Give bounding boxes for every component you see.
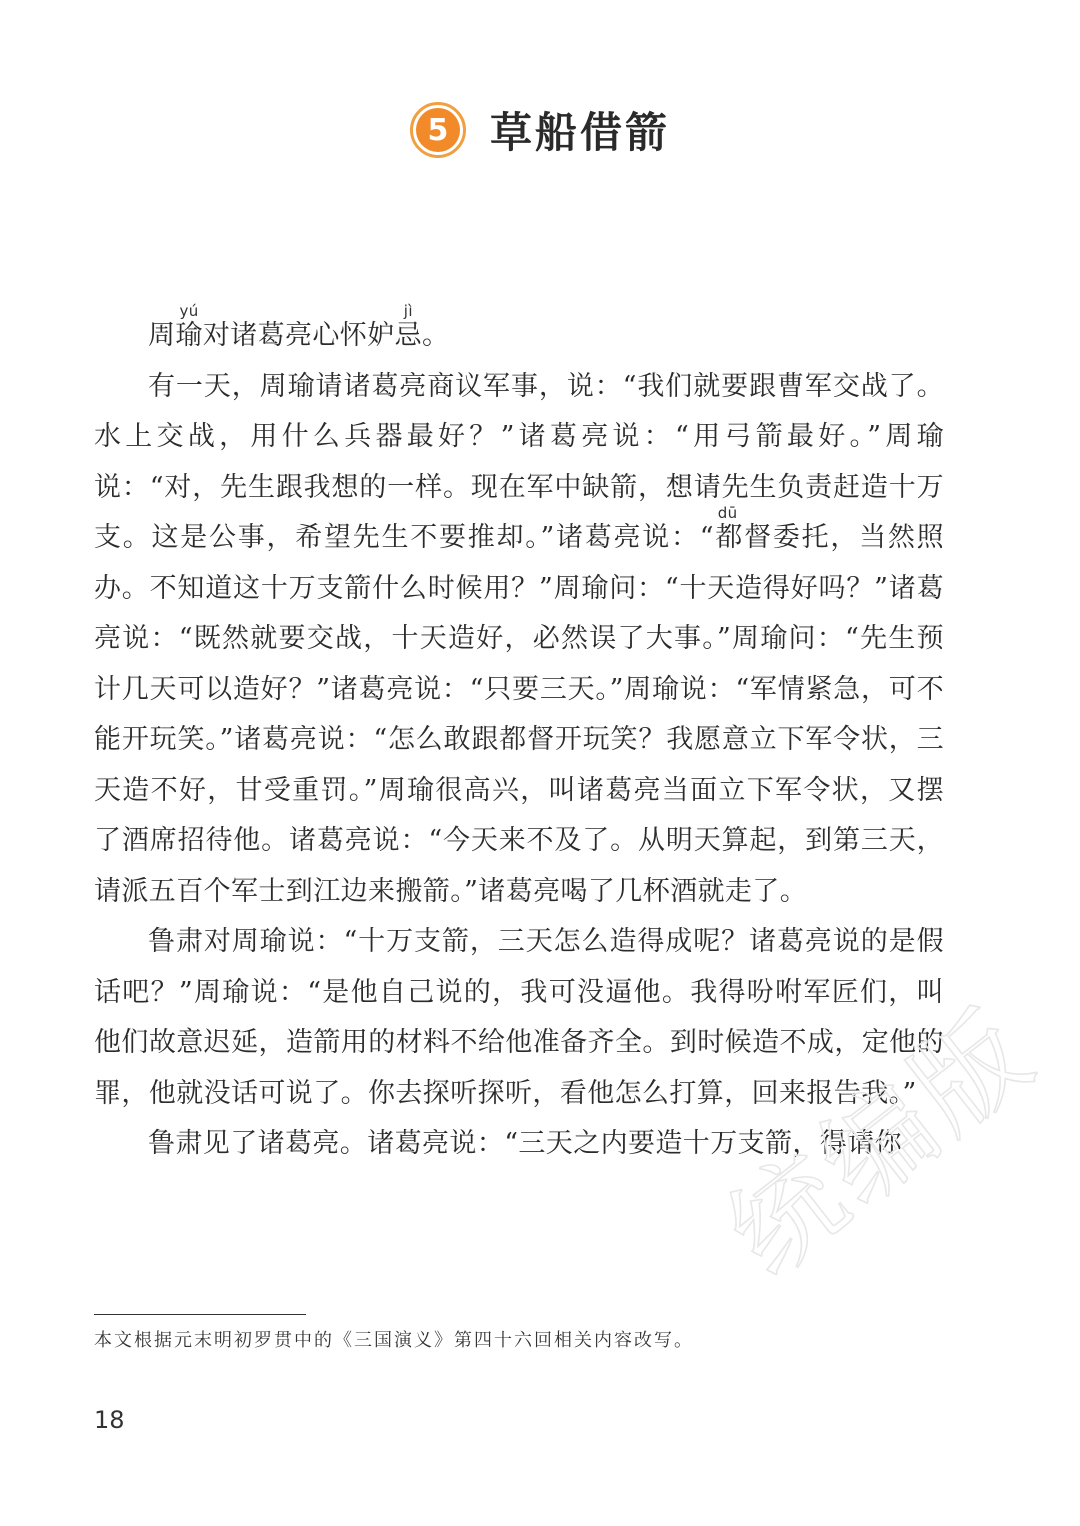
text-segment: 督委托，当然照办。不知道这十万支箭什么时候用？”周瑜问：“十天造得好吗？”诸葛亮说：“既然就要交战，十天造好，必然误了大事。”周瑜问：“先生预计几天可以造好？”诸葛亮说：“只要三天。”周瑜说：“军情紧急，可不能开玩笑。”诸葛亮说：“怎么敢跟都督开玩笑？我愿意立下军令状，三天造不好，甘受重罚。”周瑜很高兴，叫诸葛亮当面立下军令状，又摆了酒席招待他。诸葛亮说：“今天来不及了。从明天算起，到第三天，请派五百个军士到江边来搬箭。”诸葛亮喝了几杯酒就走了。 [94,522,944,907]
text-segment: 周 [148,320,176,351]
pinyin-annotated-char [175,302,203,351]
lesson-header [0,100,1080,160]
pinyin: yú [175,302,203,320]
text-segment: 。 [422,320,450,351]
text-segment: 有一天，周瑜请诸葛亮商议军事，说：“我们就要跟曹军交战了。水上交战，用什么兵器最好？”诸葛亮说：“用弓箭最好。”周瑜说：“对，先生跟我想的一样。现在军中缺箭，想请先生负责赶造十万支。这是公事，希望先生不要推却。”诸葛亮说：“ [94,370,944,553]
annotated-char: 瑜 [175,320,203,351]
annotated-char: 忌 [394,320,423,351]
page-title: 草船借箭 [489,108,670,157]
pinyin-annotated-char [394,302,423,351]
article-body [94,304,944,1170]
paragraph-4: 鲁肃见了诸葛亮。诸葛亮说：“三天之内要造十万支箭，得请你 [148,1128,903,1159]
text-segment: 对诸葛亮心怀妒 [202,320,395,351]
paragraph-2 [94,362,944,918]
lesson-number: 5 [416,108,460,152]
lesson-number-badge [410,102,466,158]
pinyin-annotated-char [713,504,745,553]
page-number: 18 [94,1406,125,1434]
watermark: 统编版 [704,984,1058,1300]
pinyin: jì [394,302,423,320]
footnote: 本文根据元末明初罗贯中的《三国演义》第四十六回相关内容改写。 [94,1330,694,1351]
annotated-char: 都 [713,522,745,553]
paragraph-3: 鲁肃对周瑜说：“十万支箭，三天怎么造得成呢？诸葛亮说的是假话吧？”周瑜说：“是他自己说的，我可没逼他。我得吩咐军匠们，叫他们故意迟延，造箭用的材料不给他准备齐全。到时候造不成，定他的罪，他就没话可说了。你去探听探听，看他怎么打算，回来报告我。” [94,926,944,1109]
footnote-divider [94,1314,306,1315]
paragraph-1 [94,304,944,362]
pinyin: dū [713,504,742,522]
